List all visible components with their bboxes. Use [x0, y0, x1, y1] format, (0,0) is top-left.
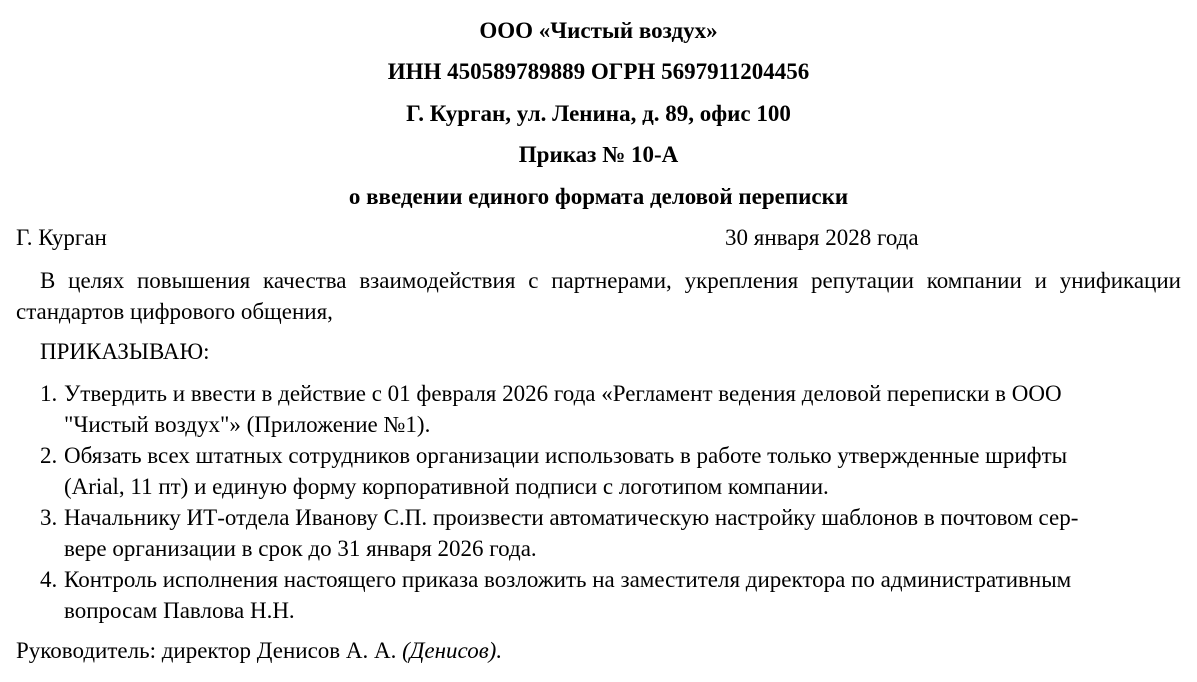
signature-label: Руководитель: директор Денисов А. А. [16, 638, 397, 663]
order-item-line: вере организации в срок до 31 января 2026 года. [64, 536, 537, 561]
order-item-line: Обязать всех штатных сотрудников организации использовать в работе только утвержденные шрифты [64, 443, 1068, 468]
signature-handwritten: (Денисов). [402, 638, 503, 663]
order-item-line: вопросам Павлова Н.Н. [64, 598, 295, 623]
order-date: 30 января 2028 года [725, 225, 919, 250]
order-item-number: 2. [40, 443, 58, 468]
order-item-number: 3. [40, 505, 58, 530]
order-item [16, 378, 1181, 440]
order-item [16, 502, 1181, 564]
order-item [16, 564, 1181, 626]
order-item-line: Контроль исполнения настоящего приказа возложить на заместителя директора по административным [64, 567, 1072, 592]
order-item-line: (Arial, 11 пт) и единую форму корпоративной подписи с логотипом компании. [64, 474, 829, 499]
city-date-row [16, 223, 1181, 253]
order-item-line: Начальнику ИТ-отдела Иванову С.П. произвести автоматическую настройку шаблонов в почтовом сер- [64, 505, 1079, 530]
order-item [16, 440, 1181, 502]
order-item-number: 1. [40, 381, 58, 406]
order-subject: о введении единого формата деловой переписки [348, 184, 849, 209]
order-item-line: Утвердить и ввести в действие с 01 февраля 2026 года «Регламент ведения деловой переписки в ООО [64, 381, 1062, 406]
signature-line [16, 636, 502, 666]
order-title: Приказ № 10-А [518, 142, 679, 167]
company-name: ООО «Чистый воздух» [479, 18, 718, 43]
order-item-line: "Чистый воздух"» (Приложение №1). [64, 412, 431, 437]
company-address: Г. Курган, ул. Ленина, д. 89, офис 100 [406, 101, 791, 126]
company-registration: ИНН 450589789889 ОГРН 5697911204456 [387, 59, 810, 84]
directive-heading: ПРИКАЗЫВАЮ: [40, 339, 210, 364]
order-city: Г. Курган [16, 225, 107, 250]
order-item-number: 4. [40, 567, 58, 592]
preamble-paragraph: В целях повышения качества взаимодействия с партнерами, укрепления репутации компании и унификации стандартов цифрового общения, [16, 268, 1181, 324]
order-items-list [16, 378, 1181, 626]
